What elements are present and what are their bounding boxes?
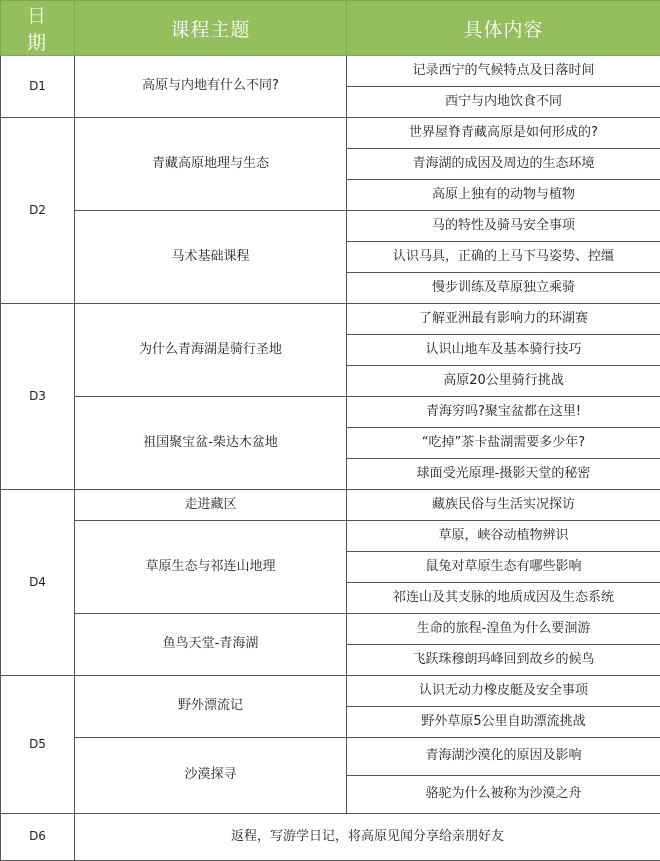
- table-row: [1, 211, 660, 242]
- topic-title: 为什么青海湖是骑行圣地: [75, 304, 347, 397]
- detail-item: 青海湖沙漠化的原因及影响: [347, 738, 660, 776]
- detail-item: 了解亚洲最有影响力的环湖赛: [347, 304, 660, 335]
- table-row: [1, 397, 660, 428]
- detail-item: “吃掉”茶卡盐湖需要多少年?: [347, 428, 660, 459]
- detail-item: 青海穷吗?聚宝盆都在这里!: [347, 397, 660, 428]
- day-label: D3: [1, 304, 75, 490]
- detail-item: 慢步训练及草原独立乘骑: [347, 273, 660, 304]
- detail-item: 高原20公里骑行挑战: [347, 366, 660, 397]
- header-detail: 具体内容: [347, 1, 660, 56]
- day-label: D2: [1, 118, 75, 304]
- topic-title: 草原生态与祁连山地理: [75, 521, 347, 614]
- header-topic: 课程主题: [75, 1, 347, 56]
- day-label: D6: [1, 814, 75, 861]
- detail-item: 藏族民俗与生活实况探访: [347, 490, 660, 521]
- topic-title: 野外漂流记: [75, 676, 347, 738]
- table-row: [1, 118, 660, 149]
- detail-item: 记录西宁的气候特点及日落时间: [347, 56, 660, 87]
- detail-item: 认识无动力橡皮艇及安全事项: [347, 676, 660, 707]
- topic-title: 祖国聚宝盆-柴达木盆地: [75, 397, 347, 490]
- detail-item: 骆驼为什么被称为沙漠之舟: [347, 776, 660, 814]
- header-row: [1, 1, 660, 56]
- detail-item: 野外草原5公里自助漂流挑战: [347, 707, 660, 738]
- detail-item: 西宁与内地饮食不同: [347, 87, 660, 118]
- detail-item: 球面受光原理-摄影天堂的秘密: [347, 459, 660, 490]
- day-label: D1: [1, 56, 75, 118]
- table-row: [1, 56, 660, 87]
- topic-title: 沙漠探寻: [75, 738, 347, 814]
- header-day: 日 期: [1, 1, 75, 56]
- detail-item: 认识马具，正确的上马下马姿势、控缰: [347, 242, 660, 273]
- table-row: [1, 738, 660, 776]
- table-row: [1, 614, 660, 645]
- topic-title: 鱼鸟天堂-青海湖: [75, 614, 347, 676]
- detail-item: 认识山地车及基本骑行技巧: [347, 335, 660, 366]
- day-label: D4: [1, 490, 75, 676]
- day-summary: 返程，写游学日记，将高原见闻分享给亲朋好友: [75, 814, 660, 861]
- table-row: [1, 490, 660, 521]
- table-row: [1, 676, 660, 707]
- detail-item: 世界屋脊青藏高原是如何形成的?: [347, 118, 660, 149]
- detail-item: 鼠兔对草原生态有哪些影响: [347, 552, 660, 583]
- detail-item: 草原，峡谷动植物辨识: [347, 521, 660, 552]
- table-row: [1, 814, 660, 861]
- detail-item: 生命的旅程-湟鱼为什么要洄游: [347, 614, 660, 645]
- day-label: D5: [1, 676, 75, 814]
- detail-item: 青海湖的成因及周边的生态环境: [347, 149, 660, 180]
- table-row: [1, 304, 660, 335]
- topic-title: 走进藏区: [75, 490, 347, 521]
- detail-item: 马的特性及骑马安全事项: [347, 211, 660, 242]
- detail-item: 飞跃珠穆朗玛峰回到故乡的候鸟: [347, 645, 660, 676]
- table-row: [1, 521, 660, 552]
- detail-item: 高原上独有的动物与植物: [347, 180, 660, 211]
- topic-title: 马术基础课程: [75, 211, 347, 304]
- topic-title: 青藏高原地理与生态: [75, 118, 347, 211]
- topic-title: 高原与内地有什么不同?: [75, 56, 347, 118]
- detail-item: 祁连山及其支脉的地质成因及生态系统: [347, 583, 660, 614]
